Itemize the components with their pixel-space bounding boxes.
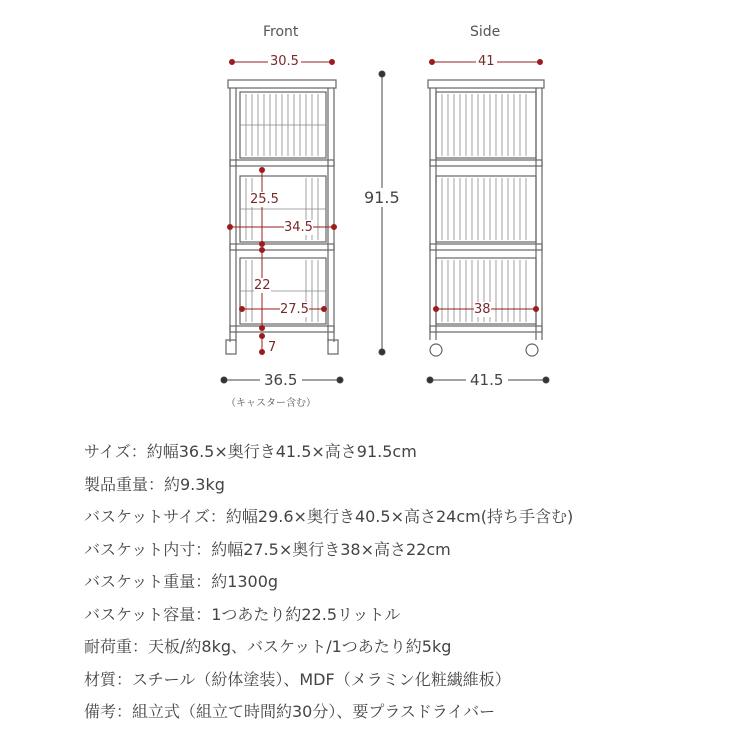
front-basket-inner-width: 27.5 <box>280 302 309 317</box>
side-red-dimensions <box>430 60 543 312</box>
front-basket-height: 25.5 <box>250 192 279 207</box>
spec-size: サイズ：約幅36.5×奥行き41.5×高さ91.5cm <box>84 442 417 461</box>
spec-remarks: 備考：組立式（組立て時間約30分）、要プラスドライバー <box>84 702 496 721</box>
spec-basket-capacity: バスケット容量：1つあたり約22.5リットル <box>84 604 401 624</box>
front-total-width: 36.5 <box>264 371 298 389</box>
caster-included-note: （キャスター含む） <box>226 398 316 409</box>
spec-basket-size: バスケットサイズ：約幅29.6×奥行き40.5×高さ24cm(持ち手含む) <box>84 507 574 526</box>
total-height: 91.5 <box>364 188 400 207</box>
side-basket-wires <box>442 94 526 322</box>
spec-list <box>84 436 724 729</box>
front-basket-wires <box>240 94 326 322</box>
front-basket-inner-height: 22 <box>254 278 271 293</box>
front-view-label: Front <box>263 24 299 40</box>
side-top-depth: 41 <box>478 54 495 69</box>
front-top-width: 30.5 <box>270 54 299 69</box>
spec-load-capacity: 耐荷重：天板/約8kg、バスケット/1つあたり約5kg <box>84 637 452 656</box>
side-basket-depth: 38 <box>474 302 491 317</box>
spec-material: 材質：スチール（紛体塗装）、MDF（メラミン化粧繊維板） <box>84 669 511 689</box>
spec-weight: 製品重量：約9.3kg <box>84 474 225 494</box>
side-view-label: Side <box>470 24 501 40</box>
spec-basket-weight: バスケット重量：約1300g <box>84 572 279 591</box>
spec-basket-inner: バスケット内寸：約幅27.5×奥行き38×高さ22cm <box>84 539 451 559</box>
side-total-depth: 41.5 <box>470 371 504 389</box>
front-middle-width: 34.5 <box>284 220 313 235</box>
front-caster-height: 7 <box>268 340 277 355</box>
